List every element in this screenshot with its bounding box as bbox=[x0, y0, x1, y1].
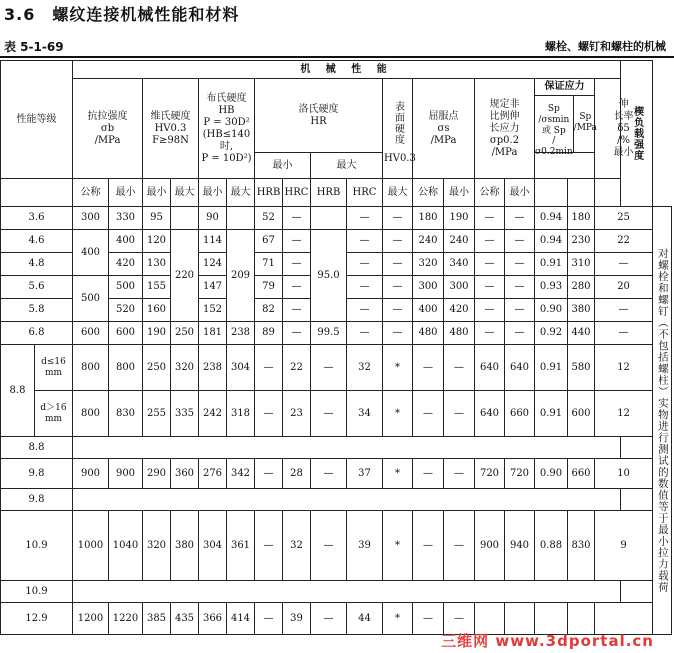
yield-nominal: — bbox=[413, 345, 444, 391]
surface-max: — bbox=[383, 299, 413, 322]
proof-value: 440 bbox=[568, 322, 595, 345]
surface-max-header: 最大 bbox=[383, 179, 413, 207]
tensile-nominal: 800 bbox=[73, 345, 109, 391]
hrb-max: 99.5 bbox=[311, 322, 347, 345]
nonprop-nominal: — bbox=[475, 253, 505, 276]
proof-value: 580 bbox=[568, 345, 595, 391]
yield-nominal: 300 bbox=[413, 276, 444, 299]
elongation-spacer bbox=[595, 179, 653, 207]
surface-max: * bbox=[383, 511, 413, 581]
grade-cell: 3.6 bbox=[1, 207, 73, 230]
nonprop-min: — bbox=[505, 276, 535, 299]
proof-ratio: 0.94 bbox=[535, 207, 568, 230]
elongation: 22 bbox=[595, 230, 653, 253]
vickers-max: 220 bbox=[171, 230, 199, 322]
yield-min: 480 bbox=[444, 322, 475, 345]
brinell-max bbox=[227, 207, 255, 230]
yield-min: 420 bbox=[444, 299, 475, 322]
hrb-max: — bbox=[311, 391, 347, 437]
table-label: 表 5-1-69 bbox=[4, 40, 64, 54]
hrc-min: 22 bbox=[283, 345, 311, 391]
brinell-min: 276 bbox=[199, 459, 227, 489]
hrb-min: 79 bbox=[255, 276, 283, 299]
yield-min: — bbox=[444, 391, 475, 437]
tensile-min: 830 bbox=[109, 391, 143, 437]
hrc-min: 28 bbox=[283, 459, 311, 489]
table-caption: 螺栓、螺钉和螺柱的机械 bbox=[545, 40, 666, 53]
mechanical-group-header: 机 械 性 能 bbox=[73, 61, 621, 79]
hrb-max: — bbox=[311, 511, 347, 581]
hrc-min-header: HRC bbox=[283, 179, 311, 207]
yield-min: — bbox=[444, 345, 475, 391]
tensile-nominal: 1200 bbox=[73, 603, 109, 635]
brinell-min: 152 bbox=[199, 299, 227, 322]
vickers-max: 335 bbox=[171, 391, 199, 437]
yield-min: 190 bbox=[444, 207, 475, 230]
hrb-max: — bbox=[311, 459, 347, 489]
hrc-max: 37 bbox=[347, 459, 383, 489]
hrc-max: 34 bbox=[347, 391, 383, 437]
hrb-min-header: HRB bbox=[255, 179, 283, 207]
vickers-max: 435 bbox=[171, 603, 199, 635]
tensile-min: 520 bbox=[109, 299, 143, 322]
hrb-min: 52 bbox=[255, 207, 283, 230]
tensile-min: 400 bbox=[109, 230, 143, 253]
brinell-min: 304 bbox=[199, 511, 227, 581]
yield-min: — bbox=[444, 459, 475, 489]
vickers-min: 190 bbox=[143, 322, 171, 345]
hrc-min: 32 bbox=[283, 511, 311, 581]
hrb-min: — bbox=[255, 345, 283, 391]
hrc-max: — bbox=[347, 253, 383, 276]
bearing-note: 对螺栓和螺钉（不包括螺柱）实物进行测试的数值等于最小拉力载荷 bbox=[653, 207, 672, 635]
table-row bbox=[1, 511, 672, 581]
brinell-max-header: 最大 bbox=[227, 179, 255, 207]
hrc-min: 39 bbox=[283, 603, 311, 635]
yield-min: — bbox=[444, 603, 475, 635]
table-row bbox=[1, 391, 672, 437]
hrc-max: — bbox=[347, 322, 383, 345]
nonprop-nominal: 720 bbox=[475, 459, 505, 489]
bearing-header: 楔负载强度 bbox=[621, 61, 653, 207]
vickers-min: 160 bbox=[143, 299, 171, 322]
brinell-min: 181 bbox=[199, 322, 227, 345]
surface-max: * bbox=[383, 459, 413, 489]
nonprop-min: 720 bbox=[505, 459, 535, 489]
brinell-max: 209 bbox=[227, 230, 255, 322]
brinell-max: 304 bbox=[227, 345, 255, 391]
mechanical-properties-table bbox=[0, 60, 672, 635]
proof-value: 180 bbox=[568, 207, 595, 230]
hrb-min: 71 bbox=[255, 253, 283, 276]
hrc-max-header: HRC bbox=[347, 179, 383, 207]
hrc-max: 44 bbox=[347, 603, 383, 635]
yield-nominal-header: 公称 bbox=[413, 179, 444, 207]
grade-cell: 5.6 bbox=[1, 276, 73, 299]
hrc-max: — bbox=[347, 230, 383, 253]
proof-ratio: 0.93 bbox=[535, 276, 568, 299]
vickers-max-header: 最大 bbox=[171, 179, 199, 207]
proof-ratio: 0.91 bbox=[535, 345, 568, 391]
nonprop-min: — bbox=[505, 207, 535, 230]
nonprop-nominal: — bbox=[475, 299, 505, 322]
surface-max: * bbox=[383, 345, 413, 391]
table-row bbox=[1, 459, 672, 489]
hrb-min: 82 bbox=[255, 299, 283, 322]
rockwell-max-header: 最大 bbox=[311, 153, 383, 179]
vickers-min: 155 bbox=[143, 276, 171, 299]
grade-cell: 10.9 bbox=[1, 511, 73, 581]
yield-min-header: 最小 bbox=[444, 179, 475, 207]
brinell-header: 布氏硬度 HB P = 30D² (HB≤140 时, P = 10D²) bbox=[199, 79, 255, 179]
surface-max: — bbox=[383, 253, 413, 276]
yield-min: 340 bbox=[444, 253, 475, 276]
yield-min: — bbox=[444, 511, 475, 581]
nonprop-nominal: 640 bbox=[475, 391, 505, 437]
empty-row-cell bbox=[73, 489, 621, 511]
section-title: 3.6 螺纹连接机械性能和材料 bbox=[4, 5, 240, 24]
hrc-max: — bbox=[347, 299, 383, 322]
nonprop-nominal: 900 bbox=[475, 511, 505, 581]
tensile-header: 抗拉强度 σb /MPa bbox=[73, 79, 143, 179]
header-row-units bbox=[1, 179, 672, 207]
brinell-max: 318 bbox=[227, 391, 255, 437]
elongation: 9 bbox=[595, 511, 653, 581]
grade-cell: 8.8 bbox=[1, 437, 73, 459]
table-row bbox=[1, 437, 672, 459]
brinell-min: 238 bbox=[199, 345, 227, 391]
hrc-max: 39 bbox=[347, 511, 383, 581]
hrc-max: 32 bbox=[347, 345, 383, 391]
grade-cell: 6.8 bbox=[1, 322, 73, 345]
yield-nominal: 240 bbox=[413, 230, 444, 253]
table-row bbox=[1, 489, 672, 511]
grade-cell: 10.9 bbox=[1, 581, 73, 603]
hrb-min: — bbox=[255, 391, 283, 437]
surface-max: — bbox=[383, 276, 413, 299]
tensile-min: 420 bbox=[109, 253, 143, 276]
hrb-min: — bbox=[255, 511, 283, 581]
nonprop-min: 940 bbox=[505, 511, 535, 581]
tensile-nominal: 400 bbox=[73, 230, 109, 276]
elongation: 12 bbox=[595, 345, 653, 391]
yield-min: 300 bbox=[444, 276, 475, 299]
hrb-max: — bbox=[311, 603, 347, 635]
yield-nominal: — bbox=[413, 603, 444, 635]
proof-ratio-spacer bbox=[535, 179, 568, 207]
tensile-nominal-header: 公称 bbox=[73, 179, 109, 207]
hrb-min: 89 bbox=[255, 322, 283, 345]
surface-max: — bbox=[383, 230, 413, 253]
proof-value: 600 bbox=[568, 391, 595, 437]
vickers-min: 95 bbox=[143, 207, 171, 230]
tensile-nominal: 1000 bbox=[73, 511, 109, 581]
proof-stress-header: 保证应力 Sp /σsmin 或 Sp /σ0.2min Sp /MPa bbox=[535, 79, 595, 153]
nonprop-min: — bbox=[505, 230, 535, 253]
proof-ratio: 0.91 bbox=[535, 253, 568, 276]
nonprop-nominal: — bbox=[475, 207, 505, 230]
vickers-min: 255 bbox=[143, 391, 171, 437]
yield-nominal: — bbox=[413, 511, 444, 581]
watermark: 三维网 www.3dportal.cn bbox=[441, 632, 654, 650]
hrc-min: — bbox=[283, 276, 311, 299]
brinell-min: 366 bbox=[199, 603, 227, 635]
elongation: 25 bbox=[595, 207, 653, 230]
top-rule bbox=[0, 56, 674, 58]
tensile-min: 600 bbox=[109, 322, 143, 345]
grade-cell: 9.8 bbox=[1, 489, 73, 511]
hrb-min: 67 bbox=[255, 230, 283, 253]
tensile-nominal: 300 bbox=[73, 207, 109, 230]
nonprop-nominal: — bbox=[475, 230, 505, 253]
brinell-min: 90 bbox=[199, 207, 227, 230]
proof-value-spacer bbox=[568, 179, 595, 207]
hrb-max: 95.0 bbox=[311, 230, 347, 322]
hrb-max bbox=[311, 207, 347, 230]
tensile-nominal: 800 bbox=[73, 391, 109, 437]
tensile-nominal: 900 bbox=[73, 459, 109, 489]
grade-cell: 4.8 bbox=[1, 253, 73, 276]
tensile-nominal: 500 bbox=[73, 276, 109, 322]
tensile-min: 800 bbox=[109, 345, 143, 391]
proof-value: 310 bbox=[568, 253, 595, 276]
table-row bbox=[1, 345, 672, 391]
surface-max: * bbox=[383, 603, 413, 635]
vickers-min: 290 bbox=[143, 459, 171, 489]
vickers-max bbox=[171, 207, 199, 230]
grade-cell: 8.8 bbox=[1, 345, 35, 437]
table-row bbox=[1, 230, 672, 253]
vickers-header: 维氏硬度 HV0.3 F≥98N bbox=[143, 79, 199, 179]
empty-row-cell bbox=[73, 581, 621, 603]
proof-ratio: 0.94 bbox=[535, 230, 568, 253]
brinell-max: 361 bbox=[227, 511, 255, 581]
yield-header: 屈服点 σs /MPa bbox=[413, 79, 475, 179]
vickers-max: 360 bbox=[171, 459, 199, 489]
elongation: 10 bbox=[595, 459, 653, 489]
nonprop-nominal: — bbox=[475, 322, 505, 345]
vickers-max: 320 bbox=[171, 345, 199, 391]
vickers-min: 120 bbox=[143, 230, 171, 253]
hrc-max: — bbox=[347, 276, 383, 299]
tensile-min: 500 bbox=[109, 276, 143, 299]
hrc-min: — bbox=[283, 322, 311, 345]
proof-ratio: 0.88 bbox=[535, 511, 568, 581]
diameter-cell: d≤16 mm bbox=[35, 345, 73, 391]
nonprop-nominal-header: 公称 bbox=[475, 179, 505, 207]
vickers-max: 250 bbox=[171, 322, 199, 345]
tensile-min-header: 最小 bbox=[109, 179, 143, 207]
header-row-main bbox=[1, 79, 672, 153]
hrc-max: — bbox=[347, 207, 383, 230]
diameter-cell: d＞16 mm bbox=[35, 391, 73, 437]
proof-value: 230 bbox=[568, 230, 595, 253]
vickers-max: 380 bbox=[171, 511, 199, 581]
vickers-min: 320 bbox=[143, 511, 171, 581]
yield-nominal: — bbox=[413, 459, 444, 489]
tensile-min: 1220 bbox=[109, 603, 143, 635]
brinell-max: 238 bbox=[227, 322, 255, 345]
hrb-max-header: HRB bbox=[311, 179, 347, 207]
nonproportional-header: 规定非 比例伸 长应力 σp0.2 /MPa bbox=[475, 79, 535, 179]
elongation-header: 伸 长率 δ5 /% 最小 bbox=[595, 79, 653, 179]
proof-value: 380 bbox=[568, 299, 595, 322]
rockwell-header: 洛氏硬度 HR bbox=[255, 79, 383, 153]
hrc-min: — bbox=[283, 230, 311, 253]
table-row bbox=[1, 581, 672, 603]
proof-ratio: 0.90 bbox=[535, 299, 568, 322]
surface-max: — bbox=[383, 322, 413, 345]
header-row-group bbox=[1, 61, 672, 79]
yield-nominal: 320 bbox=[413, 253, 444, 276]
nonprop-min: 640 bbox=[505, 345, 535, 391]
grade-spacer bbox=[1, 179, 73, 207]
elongation: 20 bbox=[595, 276, 653, 299]
grade-cell: 5.8 bbox=[1, 299, 73, 322]
vickers-min: 130 bbox=[143, 253, 171, 276]
rockwell-min-header: 最小 bbox=[255, 153, 311, 179]
brinell-min: 114 bbox=[199, 230, 227, 253]
elongation: — bbox=[595, 322, 653, 345]
nonprop-nominal: 640 bbox=[475, 345, 505, 391]
brinell-min: 147 bbox=[199, 276, 227, 299]
yield-nominal: 180 bbox=[413, 207, 444, 230]
elongation: — bbox=[595, 253, 653, 276]
hrc-min: — bbox=[283, 253, 311, 276]
yield-nominal: — bbox=[413, 391, 444, 437]
yield-min: 240 bbox=[444, 230, 475, 253]
tensile-min: 900 bbox=[109, 459, 143, 489]
brinell-max: 414 bbox=[227, 603, 255, 635]
table-row bbox=[1, 207, 672, 230]
grade-cell: 12.9 bbox=[1, 603, 73, 635]
hrb-min: — bbox=[255, 459, 283, 489]
hrb-min: — bbox=[255, 603, 283, 635]
brinell-min-header: 最小 bbox=[199, 179, 227, 207]
proof-value: 280 bbox=[568, 276, 595, 299]
brinell-min: 242 bbox=[199, 391, 227, 437]
brinell-min: 124 bbox=[199, 253, 227, 276]
surface-max: * bbox=[383, 391, 413, 437]
vickers-min-header: 最小 bbox=[143, 179, 171, 207]
nonprop-min: — bbox=[505, 253, 535, 276]
nonprop-min: 660 bbox=[505, 391, 535, 437]
tensile-min: 330 bbox=[109, 207, 143, 230]
empty-row-cell bbox=[73, 437, 621, 459]
proof-ratio: 0.92 bbox=[535, 322, 568, 345]
grade-cell: 4.6 bbox=[1, 230, 73, 253]
hrc-min: 23 bbox=[283, 391, 311, 437]
brinell-max: 342 bbox=[227, 459, 255, 489]
grade-cell: 9.8 bbox=[1, 459, 73, 489]
elongation: — bbox=[595, 299, 653, 322]
vickers-min: 385 bbox=[143, 603, 171, 635]
yield-nominal: 480 bbox=[413, 322, 444, 345]
surface-max: — bbox=[383, 207, 413, 230]
nonprop-min: — bbox=[505, 322, 535, 345]
nonprop-nominal: — bbox=[475, 276, 505, 299]
proof-value: 830 bbox=[568, 511, 595, 581]
table-row bbox=[1, 322, 672, 345]
hrc-min: — bbox=[283, 299, 311, 322]
grade-header: 性能等级 bbox=[1, 61, 73, 179]
nonprop-min-header: 最小 bbox=[505, 179, 535, 207]
vickers-min: 250 bbox=[143, 345, 171, 391]
elongation: 12 bbox=[595, 391, 653, 437]
proof-value: 660 bbox=[568, 459, 595, 489]
yield-nominal: 400 bbox=[413, 299, 444, 322]
hrb-max: — bbox=[311, 345, 347, 391]
tensile-min: 1040 bbox=[109, 511, 143, 581]
proof-ratio: 0.90 bbox=[535, 459, 568, 489]
tensile-nominal: 600 bbox=[73, 322, 109, 345]
nonprop-min: — bbox=[505, 299, 535, 322]
surface-hardness-header: 表面硬度 HV0.3 bbox=[383, 79, 413, 179]
hrc-min: — bbox=[283, 207, 311, 230]
proof-ratio: 0.91 bbox=[535, 391, 568, 437]
